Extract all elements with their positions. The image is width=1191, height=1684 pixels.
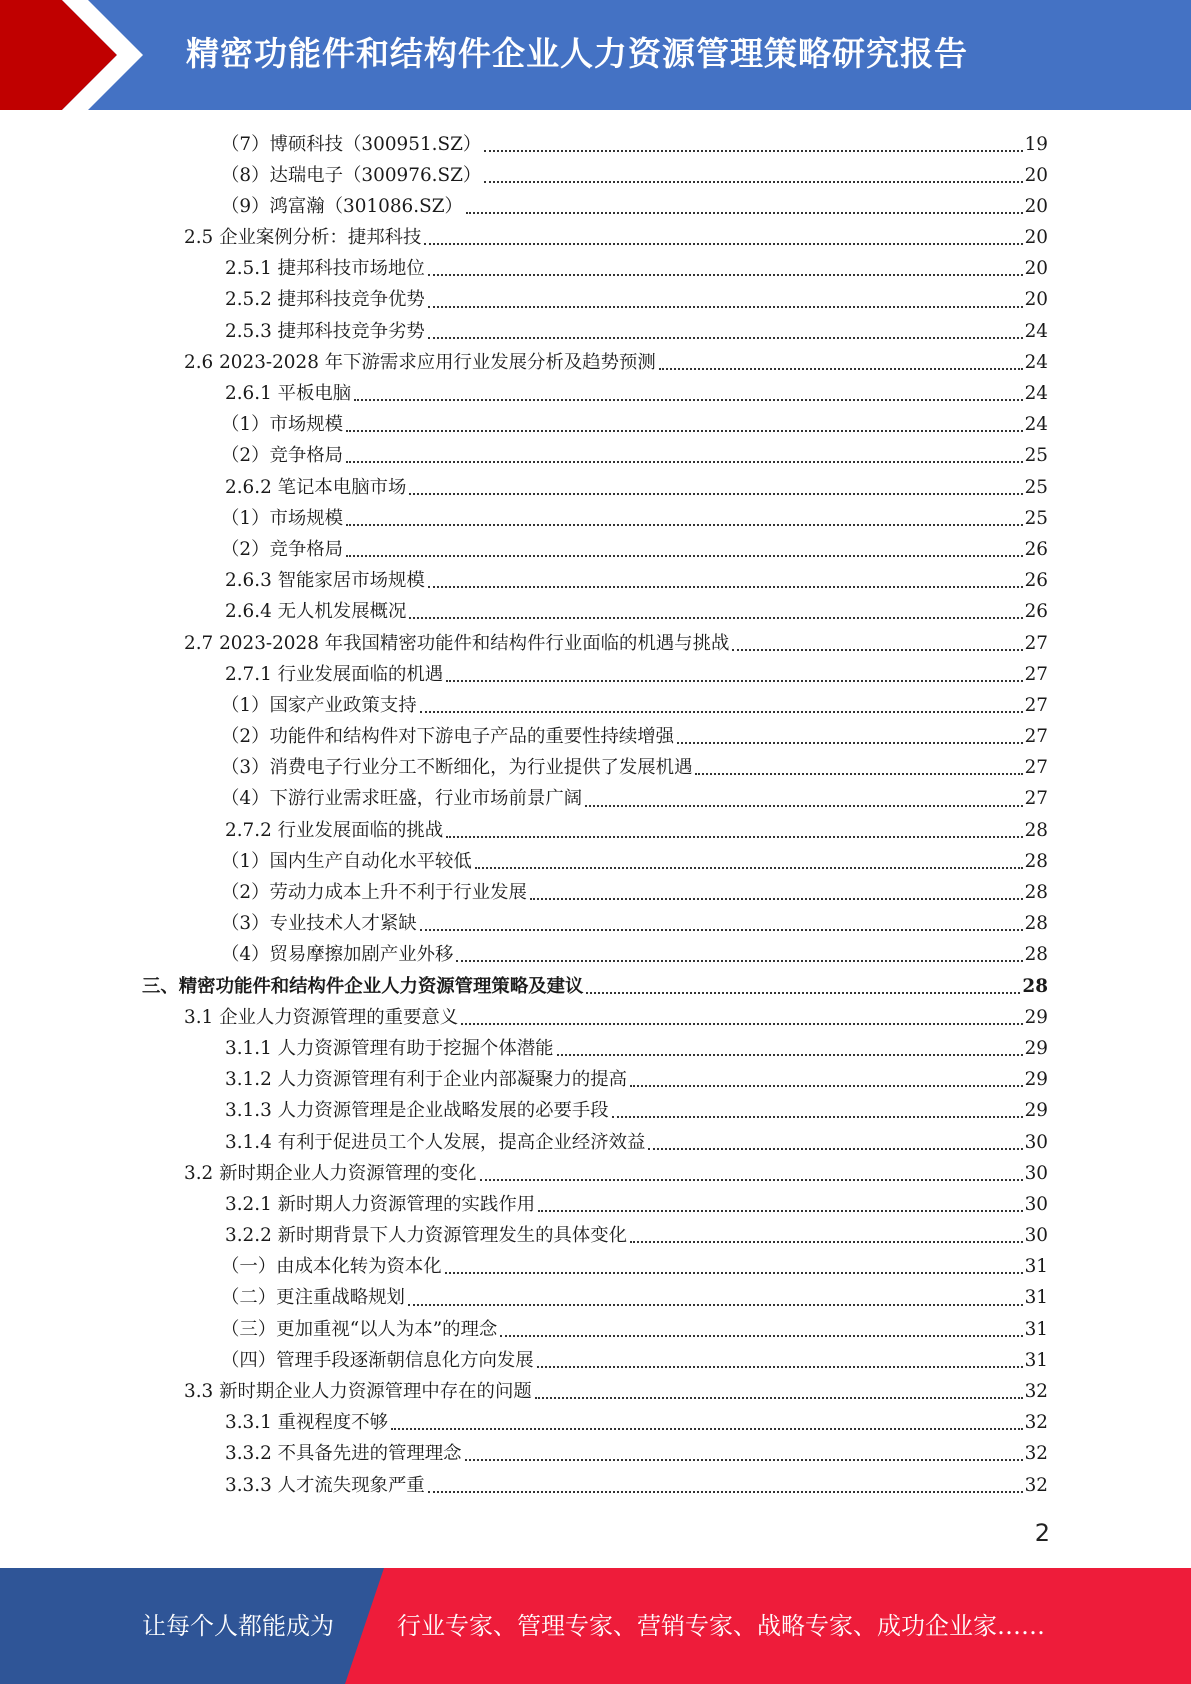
toc-entry[interactable] <box>0 129 1048 160</box>
toc-entry-title: （3）消费电子行业分工不断细化，为行业提供了发展机遇 <box>221 757 693 779</box>
toc-entry-title: 3.1.1 人力资源管理有助于挖掘个体潜能 <box>225 1037 554 1059</box>
toc-dot-leader <box>428 273 1023 276</box>
toc-entry[interactable] <box>0 1158 1048 1189</box>
toc-dot-leader <box>409 492 1022 495</box>
toc-dot-leader <box>585 804 1022 807</box>
toc-entry[interactable] <box>0 1064 1048 1095</box>
toc-entry-page: 31 <box>1024 1287 1048 1309</box>
toc-dot-leader <box>346 429 1023 432</box>
toc-dot-leader <box>475 866 1023 869</box>
toc-dot-leader <box>424 242 1022 245</box>
toc-entry-title: （1）国家产业政策支持 <box>221 694 417 716</box>
toc-entry-title: 2.6.1 平板电脑 <box>225 383 352 404</box>
toc-entry-page: 32 <box>1024 1474 1048 1496</box>
toc-entry-page: 27 <box>1024 663 1048 685</box>
toc-entry-title: （2）竞争格局 <box>221 445 344 467</box>
toc-dot-leader <box>538 1209 1022 1212</box>
toc-dot-leader <box>465 1458 1023 1461</box>
toc-entry[interactable] <box>0 1251 1048 1282</box>
toc-entry-page: 20 <box>1024 195 1048 217</box>
toc-dot-leader <box>630 1240 1023 1243</box>
toc-entry-page: 27 <box>1024 694 1048 716</box>
toc-entry[interactable] <box>0 1033 1048 1064</box>
toc-entry-page: 28 <box>1024 882 1048 903</box>
toc-entry[interactable] <box>0 1220 1048 1251</box>
report-title: 精密功能件和结构件企业人力资源管理策略研究报告 <box>186 34 968 73</box>
toc-entry-page: 30 <box>1024 1193 1048 1215</box>
toc-entry[interactable] <box>0 534 1048 565</box>
toc-entry[interactable] <box>0 1314 1048 1345</box>
toc-entry-page: 26 <box>1024 538 1048 560</box>
toc-entry-title: （1）市场规模 <box>221 414 344 436</box>
toc-entry[interactable] <box>0 1407 1048 1438</box>
toc-dot-leader <box>461 1022 1022 1025</box>
toc-entry-title: （2）功能件和结构件对下游电子产品的重要性持续增强 <box>221 726 675 748</box>
toc-entry-title: 三、精密功能件和结构件企业人力资源管理策略及建议 <box>142 975 584 997</box>
toc-dot-leader <box>456 959 1022 962</box>
toc-entry-page: 26 <box>1024 570 1048 592</box>
toc-entry-page: 29 <box>1024 1100 1048 1122</box>
toc-entry-page: 24 <box>1024 351 1048 373</box>
toc-entry[interactable] <box>0 1438 1048 1469</box>
toc-entry-title: 3.3 新时期企业人力资源管理中存在的问题 <box>184 1381 532 1402</box>
toc-entry-page: 29 <box>1024 1006 1048 1028</box>
toc-entry-title: 2.7 2023-2028 年我国精密功能件和结构件行业面临的机遇与挑战 <box>184 632 730 654</box>
toc-entry[interactable] <box>0 752 1048 783</box>
toc-entry-title: （1）市场规模 <box>221 507 344 529</box>
toc-dot-leader <box>446 679 1022 682</box>
toc-entry[interactable] <box>0 1345 1048 1376</box>
toc-dot-leader <box>445 1271 1023 1274</box>
toc-entry-title: 3.2 新时期企业人力资源管理的变化 <box>184 1162 477 1184</box>
toc-entry-title: （三）更加重视“以人为本”的理念 <box>221 1318 498 1340</box>
toc-dot-leader <box>428 585 1023 588</box>
toc-dot-leader <box>484 149 1022 152</box>
toc-entry-page: 27 <box>1024 788 1048 810</box>
toc-entry-page: 26 <box>1024 601 1048 623</box>
footer-slogan-left: 让每个人都能成为 <box>142 1612 334 1640</box>
toc-entry-page: 24 <box>1024 320 1048 342</box>
toc-entry[interactable] <box>0 191 1048 222</box>
toc-dot-leader <box>466 211 1023 214</box>
toc-dot-leader <box>346 523 1023 526</box>
toc-entry[interactable] <box>0 908 1048 939</box>
toc-entry[interactable] <box>0 596 1048 627</box>
toc-entry-page: 28 <box>1022 975 1048 997</box>
toc-entry[interactable] <box>0 284 1048 315</box>
toc-entry-title: （7）博硕科技（300951.SZ） <box>221 133 482 155</box>
toc-entry[interactable] <box>0 1189 1048 1220</box>
toc-entry-title: 3.1 企业人力资源管理的重要意义 <box>184 1006 459 1028</box>
toc-entry[interactable] <box>0 565 1048 596</box>
toc-entry-title: （4）贸易摩擦加剧产业外移 <box>221 944 454 966</box>
toc-entry-title: （9）鸿富瀚（301086.SZ） <box>221 195 463 217</box>
toc-entry-page: 25 <box>1024 507 1048 529</box>
toc-entry[interactable] <box>0 222 1048 253</box>
toc-dot-leader <box>391 1427 1023 1430</box>
toc-entry-page: 28 <box>1024 819 1048 841</box>
toc-entry[interactable] <box>0 1002 1048 1033</box>
toc-entry-page: 25 <box>1024 476 1048 498</box>
toc-entry-page: 30 <box>1024 1225 1048 1247</box>
toc-dot-leader <box>535 1396 1023 1399</box>
toc-dot-leader <box>484 180 1022 183</box>
toc-entry-title: 3.3.1 重视程度不够 <box>225 1412 388 1434</box>
toc-entry[interactable] <box>0 846 1048 877</box>
toc-entry[interactable] <box>0 971 1048 1002</box>
toc-dot-leader <box>500 1334 1022 1337</box>
toc-entry-title: 3.1.2 人力资源管理有利于企业内部凝聚力的提高 <box>225 1069 628 1091</box>
toc-dot-leader <box>630 1084 1023 1087</box>
toc-entry[interactable] <box>0 440 1048 471</box>
toc-entry[interactable] <box>0 1095 1048 1126</box>
toc-entry-page: 32 <box>1024 1381 1048 1402</box>
toc-entry-title: 2.6.4 无人机发展概况 <box>225 601 407 623</box>
toc-entry[interactable] <box>0 939 1048 970</box>
toc-dot-leader <box>557 1053 1023 1056</box>
toc-entry-page: 19 <box>1024 133 1048 155</box>
toc-dot-leader <box>659 367 1023 370</box>
toc-entry-page: 32 <box>1024 1443 1048 1465</box>
toc-entry-page: 32 <box>1024 1412 1048 1434</box>
toc-dot-leader <box>420 710 1023 713</box>
toc-dot-leader <box>428 336 1023 339</box>
toc-entry-title: 2.6.3 智能家居市场规模 <box>225 570 425 592</box>
toc-entry[interactable] <box>0 378 1048 409</box>
toc-entry[interactable] <box>0 160 1048 191</box>
toc-dot-leader <box>677 741 1023 744</box>
toc-entry-title: 3.1.4 有利于促进员工个人发展，提高企业经济效益 <box>225 1131 646 1153</box>
toc-entry[interactable] <box>0 503 1048 534</box>
toc-entry-title: 2.7.2 行业发展面临的挑战 <box>225 819 444 841</box>
toc-dot-leader <box>695 772 1022 775</box>
toc-entry[interactable] <box>0 472 1048 503</box>
toc-dot-leader <box>428 1490 1023 1493</box>
table-of-contents <box>0 129 1191 1501</box>
toc-entry-page: 30 <box>1024 1131 1048 1153</box>
toc-entry-page: 20 <box>1024 227 1048 249</box>
toc-entry-page: 27 <box>1024 632 1048 654</box>
toc-entry-page: 20 <box>1024 164 1048 186</box>
toc-entry-page: 27 <box>1024 726 1048 748</box>
toc-dot-leader <box>480 1178 1023 1181</box>
toc-dot-leader <box>530 897 1023 900</box>
toc-entry-page: 29 <box>1024 1069 1048 1091</box>
toc-dot-leader <box>428 305 1023 308</box>
toc-entry-title: （2）竞争格局 <box>221 538 344 560</box>
toc-entry-title: 2.5 企业案例分析：捷邦科技 <box>184 227 422 249</box>
toc-entry-page: 20 <box>1024 289 1048 311</box>
toc-entry[interactable] <box>0 690 1048 721</box>
toc-entry-title: 2.6 2023-2028 年下游需求应用行业发展分析及趋势预测 <box>184 351 656 373</box>
toc-entry-title: 2.5.3 捷邦科技竞争劣势 <box>225 320 425 342</box>
toc-entry-title: 2.6.2 笔记本电脑市场 <box>225 476 407 498</box>
header-arrow-decoration <box>0 0 170 110</box>
toc-entry[interactable] <box>0 783 1048 814</box>
toc-dot-leader <box>446 835 1022 838</box>
toc-entry-title: （2）劳动力成本上升不利于行业发展 <box>221 882 527 903</box>
footer-slogan-right: 行业专家、管理专家、营销专家、战略专家、成功企业家…… <box>397 1612 1045 1640</box>
toc-entry-page: 30 <box>1024 1162 1048 1184</box>
toc-dot-leader <box>612 1115 1023 1118</box>
toc-dot-leader <box>537 1365 1023 1368</box>
toc-entry[interactable] <box>0 1470 1048 1501</box>
toc-entry-title: 3.3.2 不具备先进的管理理念 <box>225 1443 462 1465</box>
toc-entry[interactable] <box>0 721 1048 752</box>
toc-entry-page: 28 <box>1024 850 1048 872</box>
toc-dot-leader <box>408 1303 1023 1306</box>
toc-entry-page: 31 <box>1024 1318 1048 1340</box>
toc-entry-page: 28 <box>1024 944 1048 966</box>
toc-entry-page: 29 <box>1024 1037 1048 1059</box>
toc-entry-page: 31 <box>1024 1349 1048 1371</box>
toc-entry-title: 3.2.2 新时期背景下人力资源管理发生的具体变化 <box>225 1225 628 1247</box>
footer-banner <box>0 1568 1191 1684</box>
toc-entry-title: 2.7.1 行业发展面临的机遇 <box>225 663 444 685</box>
toc-dot-leader <box>732 648 1022 651</box>
toc-dot-leader <box>420 928 1023 931</box>
toc-entry[interactable] <box>0 1282 1048 1313</box>
toc-entry-title: （3）专业技术人才紧缺 <box>221 913 417 935</box>
toc-entry[interactable] <box>0 659 1048 690</box>
toc-entry-page: 27 <box>1024 757 1048 779</box>
toc-entry[interactable] <box>0 316 1048 347</box>
toc-entry-title: 3.3.3 人才流失现象严重 <box>225 1474 425 1496</box>
toc-entry[interactable] <box>0 253 1048 284</box>
toc-entry-title: （8）达瑞电子（300976.SZ） <box>221 164 482 186</box>
toc-dot-leader <box>346 460 1023 463</box>
toc-entry-title: （1）国内生产自动化水平较低 <box>221 850 472 872</box>
toc-entry-title: （一）由成本化转为资本化 <box>221 1256 442 1278</box>
toc-entry[interactable] <box>0 628 1048 659</box>
toc-entry[interactable] <box>0 1127 1048 1158</box>
toc-entry-page: 28 <box>1024 913 1048 935</box>
toc-dot-leader <box>648 1147 1022 1150</box>
toc-entry-title: （四）管理手段逐渐朝信息化方向发展 <box>221 1349 534 1371</box>
toc-entry[interactable] <box>0 1376 1048 1407</box>
toc-dot-leader <box>586 991 1020 994</box>
toc-entry[interactable] <box>0 815 1048 846</box>
toc-entry-page: 20 <box>1024 258 1048 280</box>
toc-entry-page: 31 <box>1024 1256 1048 1278</box>
toc-dot-leader <box>346 554 1023 557</box>
toc-entry[interactable] <box>0 409 1048 440</box>
page-number: 2 <box>1034 1519 1050 1547</box>
toc-entry-page: 24 <box>1024 383 1048 404</box>
toc-entry[interactable] <box>0 877 1048 908</box>
toc-entry[interactable] <box>0 347 1048 378</box>
toc-dot-leader <box>409 616 1022 619</box>
toc-entry-page: 24 <box>1024 414 1048 436</box>
toc-entry-title: 3.1.3 人力资源管理是企业战略发展的必要手段 <box>225 1100 609 1122</box>
toc-entry-title: 2.5.2 捷邦科技竞争优势 <box>225 289 425 311</box>
toc-entry-title: 2.5.1 捷邦科技市场地位 <box>225 258 425 280</box>
toc-entry-title: （4）下游行业需求旺盛，行业市场前景广阔 <box>221 788 583 810</box>
toc-entry-page: 25 <box>1024 445 1048 467</box>
toc-entry-title: 3.2.1 新时期人力资源管理的实践作用 <box>225 1193 536 1215</box>
toc-dot-leader <box>354 398 1022 401</box>
toc-entry-title: （二）更注重战略规划 <box>221 1287 405 1309</box>
header-banner <box>0 0 1191 110</box>
